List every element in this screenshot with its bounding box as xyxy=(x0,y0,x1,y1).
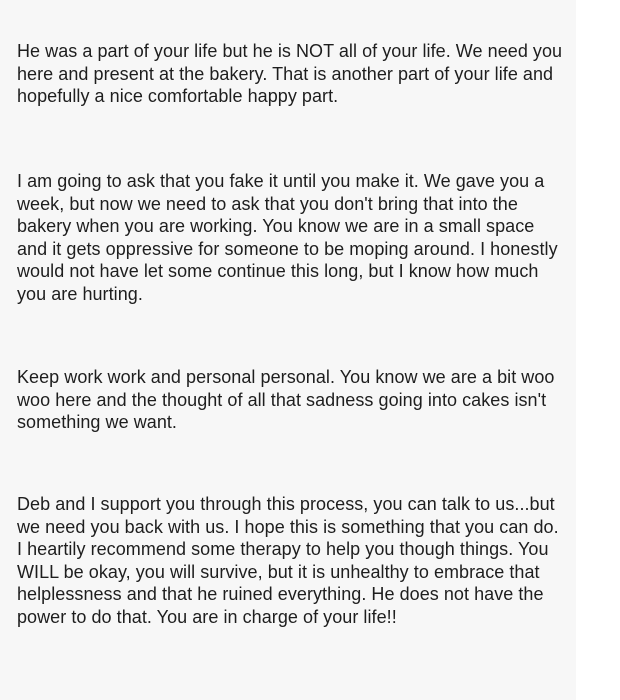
message-paragraph-1: He was a part of your life but he is NOT all of your life. We need you here and present at the bakery. That is another part of your life and hopefully a nice comfortable happy part. xyxy=(17,41,563,107)
right-margin xyxy=(576,0,620,700)
message-paragraph-3: Keep work work and personal personal. You know we are a bit woo woo here and the thought of all that sadness going into cakes isn't something we want. xyxy=(17,367,555,433)
message-paragraph-2: I am going to ask that you fake it until you make it. We gave you a week, but now we need to ask that you don't bring that into the bakery when you are working. You know we are in a small space and it gets oppressive for someone to be moping around. I honestly would not have let some continue this long, but I know how much you are hurting. xyxy=(17,171,558,304)
message-paragraph-4: Deb and I support you through this process, you can talk to us...but we need you back with us. I hope this is something that you can do. I heartily recommend some therapy to help you though things. You WILL be okay, you will survive, but it is unhealthy to embrace that helplessness and that he ruined everything. He does not have the power to do that. You are in charge of your life!! xyxy=(17,494,559,627)
